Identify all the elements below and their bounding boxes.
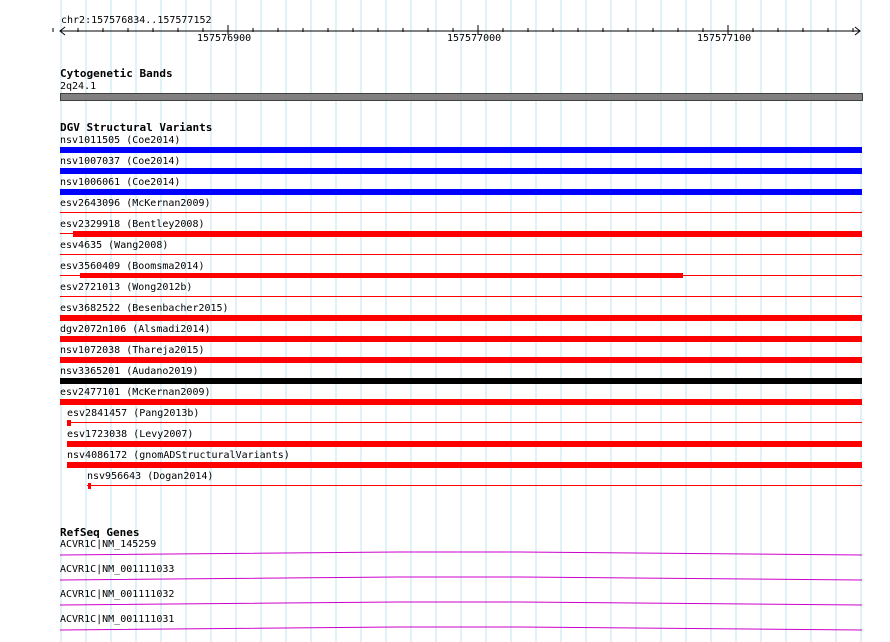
variant-feature[interactable] — [60, 336, 862, 342]
variant-label[interactable]: nsv1007037 (Coe2014) — [60, 156, 181, 167]
variant-label[interactable]: nsv1072038 (Thareja2015) — [60, 345, 205, 356]
region-label: chr2:157576834..157577152 — [61, 15, 212, 26]
variant-label[interactable]: nsv4086172 (gnomADStructuralVariants) — [67, 450, 290, 461]
gene-label[interactable]: ACVR1C|NM_145259 — [60, 539, 157, 550]
ruler-tick-label: 157577000 — [447, 33, 502, 44]
variant-label[interactable]: dgv2072n106 (Alsmadi2014) — [60, 324, 211, 335]
variant-feature[interactable] — [60, 168, 862, 174]
gene-label[interactable]: ACVR1C|NM_001111032 — [60, 589, 175, 600]
gene-label[interactable]: ACVR1C|NM_001111033 — [60, 564, 175, 575]
cytoband-bar[interactable] — [60, 93, 863, 101]
gene-model[interactable] — [60, 623, 862, 633]
variant-label[interactable]: esv2721013 (Wong2012b) — [60, 282, 193, 293]
variant-feature[interactable] — [60, 147, 862, 153]
variant-feature[interactable] — [60, 296, 862, 297]
variant-label[interactable]: nsv3365201 (Audano2019) — [60, 366, 199, 377]
variant-label[interactable]: esv2643096 (McKernan2009) — [60, 198, 211, 209]
variant-feature[interactable] — [73, 231, 862, 237]
variant-feature[interactable] — [80, 273, 683, 278]
variant-label[interactable]: esv3560409 (Boomsma2014) — [60, 261, 205, 272]
ruler-tick-label: 157576900 — [197, 33, 252, 44]
variant-label[interactable]: esv1723038 (Levy2007) — [67, 429, 194, 440]
variant-feature[interactable] — [60, 254, 862, 255]
variant-label[interactable]: esv2477101 (McKernan2009) — [60, 387, 211, 398]
variant-feature[interactable] — [60, 212, 862, 213]
variant-feature[interactable] — [67, 441, 862, 447]
variant-feature[interactable] — [67, 420, 71, 426]
variant-feature[interactable] — [60, 399, 862, 405]
cytoband-label: 2q24.1 — [60, 81, 97, 92]
variant-label[interactable]: nsv1011505 (Coe2014) — [60, 135, 181, 146]
gene-label[interactable]: ACVR1C|NM_001111031 — [60, 614, 175, 625]
variant-feature[interactable] — [60, 189, 862, 195]
variant-label[interactable]: nsv1006061 (Coe2014) — [60, 177, 181, 188]
variant-label[interactable]: nsv956643 (Dogan2014) — [87, 471, 214, 482]
variant-feature[interactable] — [67, 462, 862, 468]
gene-model[interactable] — [60, 598, 862, 608]
variant-label[interactable]: esv3682522 (Besenbacher2015) — [60, 303, 229, 314]
dgv-track-title[interactable]: DGV Structural Variants — [60, 121, 213, 134]
variant-connector — [87, 485, 862, 486]
variant-feature[interactable] — [60, 357, 862, 363]
variant-connector — [67, 422, 862, 423]
variant-feature[interactable] — [60, 378, 862, 384]
refseq-track-title[interactable]: RefSeq Genes — [60, 526, 140, 539]
variant-feature[interactable] — [60, 315, 862, 321]
cytoband-track-title[interactable]: Cytogenetic Bands — [60, 67, 173, 80]
variant-label[interactable]: esv2841457 (Pang2013b) — [67, 408, 200, 419]
gene-model[interactable] — [60, 573, 862, 583]
variant-feature[interactable] — [88, 483, 91, 489]
ruler-tick-label: 157577100 — [697, 33, 752, 44]
gene-model[interactable] — [60, 548, 862, 558]
variant-label[interactable]: esv4635 (Wang2008) — [60, 240, 169, 251]
variant-label[interactable]: esv2329918 (Bentley2008) — [60, 219, 205, 230]
